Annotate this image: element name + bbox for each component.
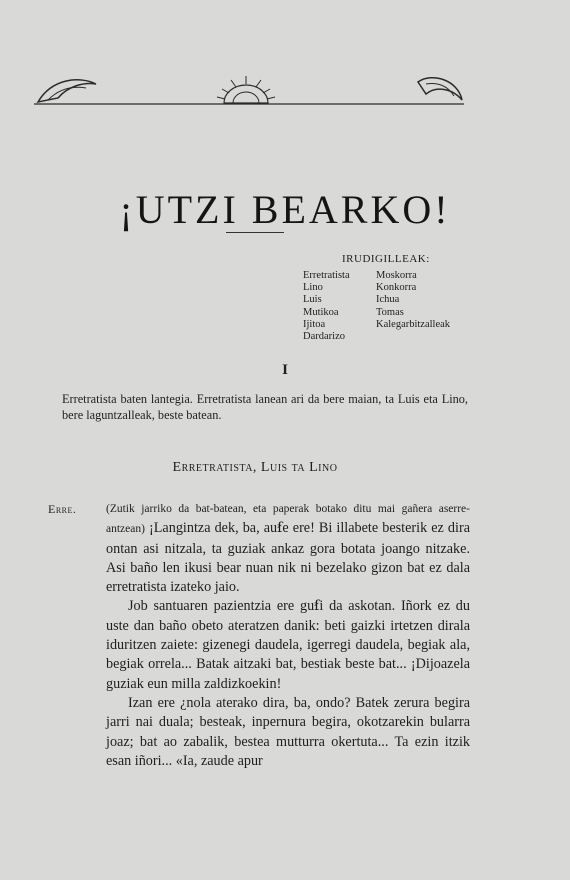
cast-member: Moskorra <box>376 270 417 281</box>
cast-heading: IRUDIGILLEAK: <box>342 253 430 265</box>
header-ornament <box>34 70 464 112</box>
cast-member: Erretratista <box>303 270 350 281</box>
stage-direction <box>62 391 468 423</box>
cast-member: Kalegarbitzalleak <box>376 318 451 330</box>
inline-stage-direction: (Zutik jarriko da bat-batean, eta paperak botako ditu mai gañera aserre-antzean) <box>106 503 470 536</box>
speech-paragraph-2: Job santuaren pazientzia ere guẜi da askotan. Iñork ez du uste dan baño obeto ateratzen danik: beti gaizki irtetzen dirala iduritzen zaiete: gizenegi daudela, igerregi daudela, begiak ala, begiak orrela... Batak aitzaki bat, bestiak beste bat... ¡Dijoazela guziak eun milla zaldizkoekin! <box>106 598 470 692</box>
play-title: ¡UTZI BEARKO! <box>119 187 451 232</box>
speech-body <box>106 499 470 771</box>
cast-member: Tomas <box>376 306 404 318</box>
speech-text: ¡Langintza dek, ba, auẜe ere! Bi illabete besterik ez dira ontan asi nitzala, ta guziak ankaz gora botata joango nitzake. Asi baño len ikusi bear nuan nik ni bezelako gizon bat ez dala erretratista izateko jaio. <box>106 520 470 596</box>
speaker-label: Erre. <box>48 502 77 516</box>
speech-paragraph-1 <box>106 499 470 597</box>
cast-member: Luis <box>303 294 322 306</box>
cast-member: Ichua <box>376 294 400 306</box>
cast-member: Konkorra <box>376 282 417 294</box>
act-number: I <box>282 362 288 378</box>
cast-member: Mutikoa <box>303 306 339 318</box>
cast-column-2 <box>376 270 496 331</box>
cast-member: Ijitoa <box>303 318 326 330</box>
cast-member: Dardarizo <box>303 331 345 343</box>
scene-heading: Erretratista, Luis ta Lino <box>172 460 338 475</box>
title-rule <box>226 232 284 233</box>
cast-member: Lino <box>303 282 323 294</box>
speech-paragraph-3: Izan ere ¿nola aterako dira, ba, ondo? Batek zerura begira jarri nai duala; besteak, inpernura begira, okotzarekin bularra joaz; bat ao zabalik, bestea mutturra okertuta... Ta ezin itzik esan iñori... «Ia, zaude apur <box>106 694 470 769</box>
cast-column-1 <box>303 270 375 343</box>
stage-direction-text: Erretratista baten lantegia. Erretratista lanean ari da bere maian, ta Luis eta Lino, bere laguntzalleak, beste batean. <box>62 392 468 422</box>
